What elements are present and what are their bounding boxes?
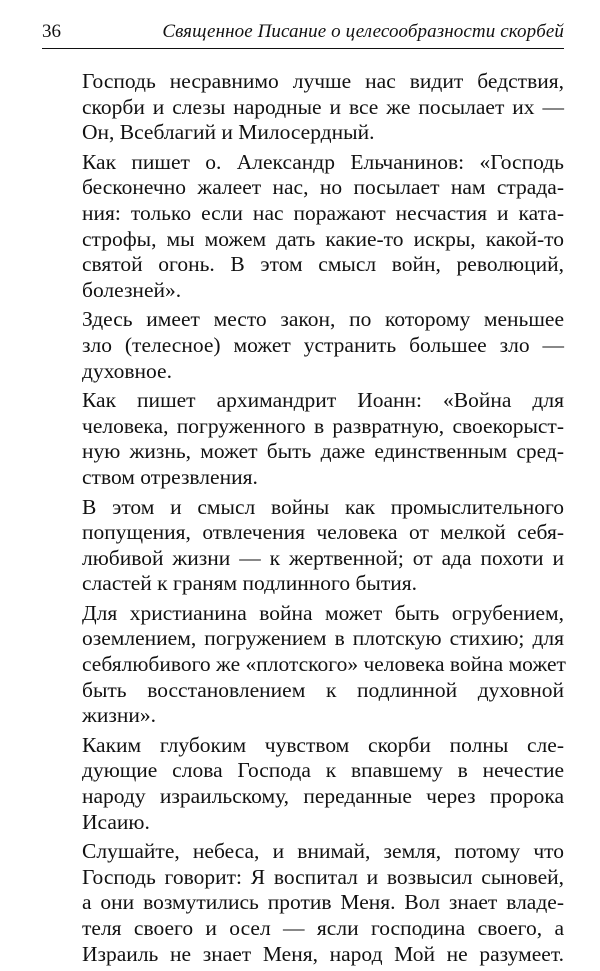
paragraph [42,733,564,835]
paragraph [42,839,564,967]
text-line: Он, Всеблагий и Милосердный. [82,120,375,145]
text-line: дующие слова Господа к впавшему в нечестие [82,758,564,783]
text-line: болезней». [82,277,182,302]
text-line: Слушайте, небеса, и внимай, земля, потому что [82,839,564,864]
text-line: Как пишет архимандрит Иоанн: «Война для [82,388,564,413]
paragraph [42,388,564,490]
running-title: Священное Писание о целесообразности скорбей [162,21,564,42]
text-line: Израиль не знает Меня, народ Мой не разумеет. [82,941,564,966]
text-line: попущения, отвлечения человека от мелкой себя- [82,520,564,545]
text-line: Господь говорит: Я воспитал и возвысил сыновей, [82,864,564,889]
text-line: сластей к граням подлинного бытия. [82,571,418,596]
text-line: Господь несравнимо лучше нас видит бедствия, [82,69,564,93]
paragraph [42,601,564,729]
text-line: себялюбивого же «плотского» человека война может [82,652,566,677]
text-line: теля своего и осел — ясли господина своего, а [82,916,564,940]
text-line: народу израильскому, переданные через пророка [82,784,564,809]
page-header [42,20,564,49]
text-line: Для христианина война может быть огрубением, [82,600,564,625]
text-line: В этом и смысл войны как промыслительного [82,494,564,519]
text-line: зло (телесное) может устранить большее зло — [82,332,564,357]
text-line: ния: только если нас поражают несчастия и ката- [82,200,564,225]
text-line: быть восстановлением к подлинной духовной [82,677,564,702]
paragraph [42,307,564,384]
text-line: Исаию. [82,809,150,834]
text-line: святой огонь. В этом смысл войн, революций, [82,252,564,277]
text-line: а они возмутились против Меня. Вол знает владе- [82,890,564,915]
text-line: строфы, мы можем дать какие-то искры, какой-то [82,226,564,251]
paragraph [42,495,564,597]
text-line: человека, погруженного в развратную, своекорыст- [82,413,564,438]
text-line: оземлением, погружением в плотскую стихию; для [82,626,564,651]
paragraph [42,69,564,146]
text-line: Как пишет о. Александр Ельчанинов: «Господь [82,149,564,174]
body-text [42,69,564,971]
text-line: ную жизнь, может быть даже единственным сред- [82,439,564,464]
page-number: 36 [42,21,61,42]
text-line: любивой жизни — к жертвенной; от ада похоти и [82,545,564,570]
text-line: бесконечно жалеет нас, но посылает нам страда- [82,175,564,200]
text-line: ством отрезвления. [82,464,258,489]
text-line: скорби и слезы народные и все же посылает их — [82,94,564,119]
text-line: жизни». [82,703,156,728]
text-line: Здесь имеет место закон, по которому меньшее [82,307,564,332]
text-line: духовное. [82,358,172,383]
text-line: Каким глубоким чувством скорби полны сле- [82,732,564,757]
paragraph [42,150,564,304]
